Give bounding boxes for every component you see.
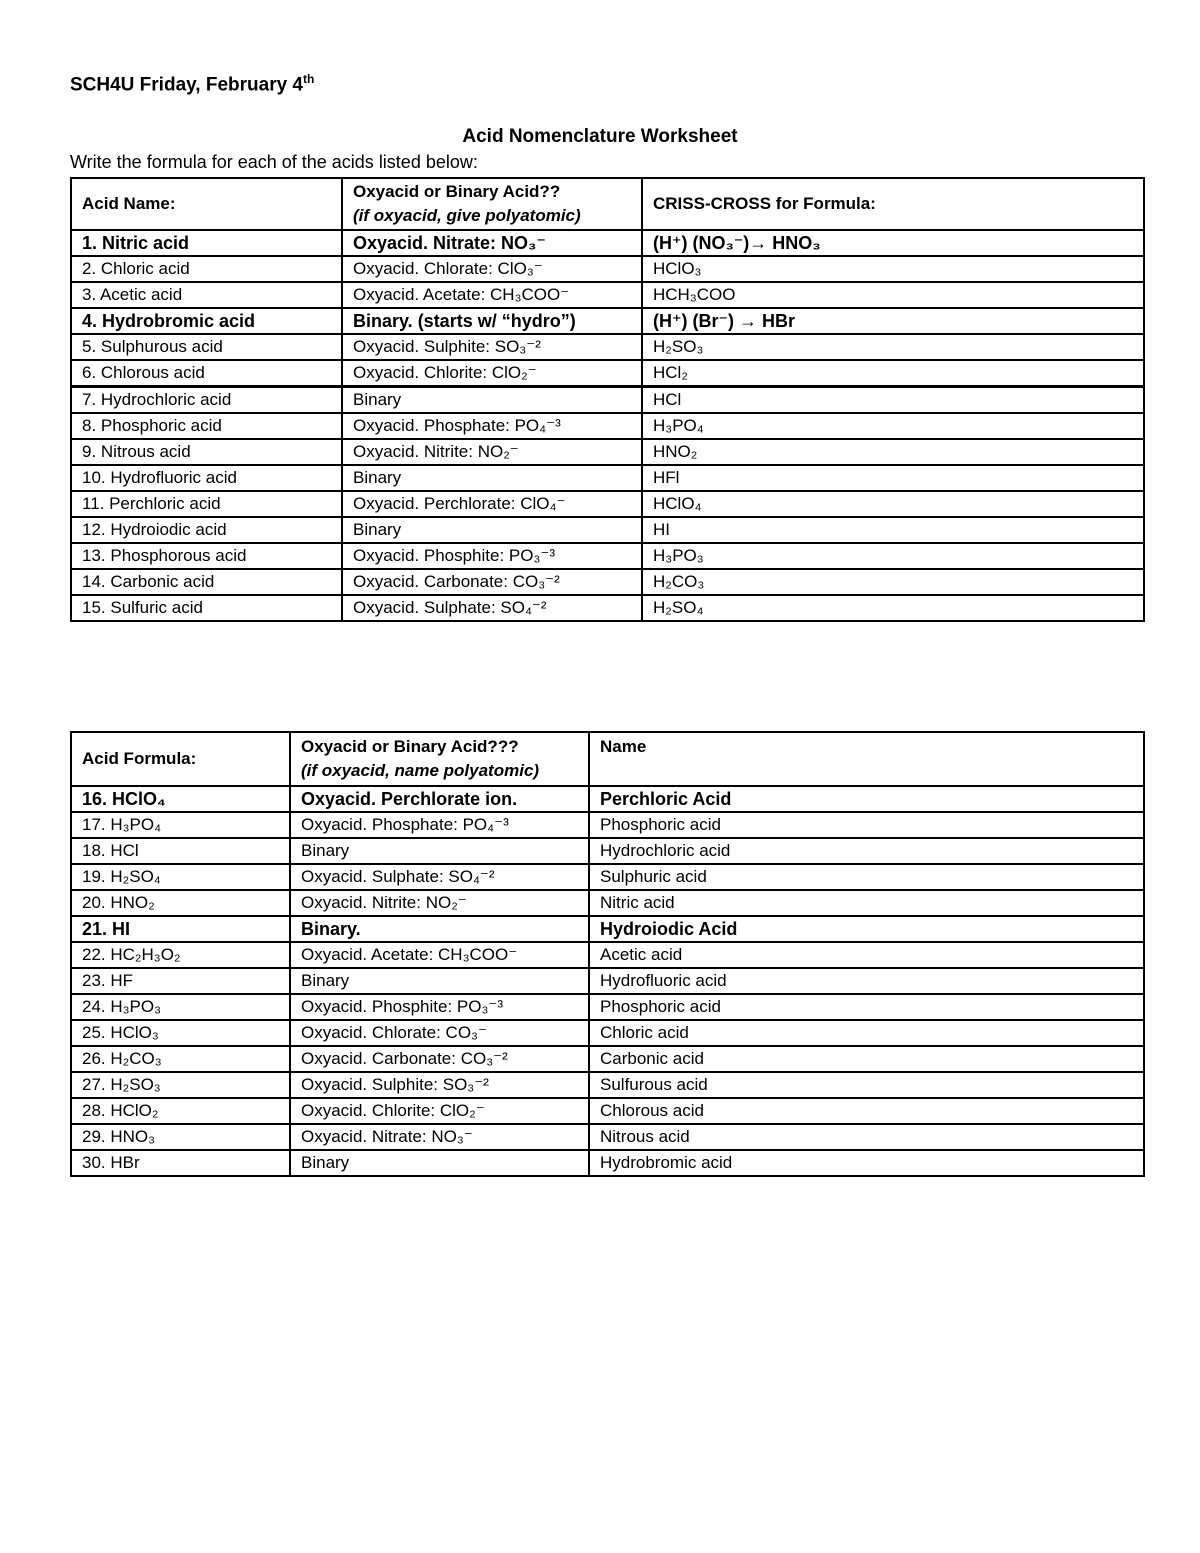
cell-type: Oxyacid. Chlorate: CO₃⁻ [290, 1020, 589, 1046]
cell-type: Oxyacid. Sulphate: SO₄⁻² [290, 864, 589, 890]
table2-header-type [290, 732, 589, 786]
table2-header-type-label: Oxyacid or Binary Acid??? [301, 737, 519, 756]
cell-formula: 24. H₃PO₃ [71, 994, 290, 1020]
cell-formula: HI [642, 517, 1144, 543]
cell-type: Binary [290, 1150, 589, 1176]
cell-type: Oxyacid. Phosphate: PO₄⁻³ [342, 413, 642, 439]
cell-name: 3. Acetic acid [71, 282, 342, 308]
cell-name: Chlorous acid [589, 1098, 1144, 1124]
table-row [71, 308, 1144, 334]
cell-type: Binary [290, 968, 589, 994]
table-row [71, 1072, 1144, 1098]
cell-name: 1. Nitric acid [71, 230, 342, 256]
cell-name: Chloric acid [589, 1020, 1144, 1046]
table-row [71, 439, 1144, 465]
table-row [71, 230, 1144, 256]
cell-type: Binary [342, 517, 642, 543]
cell-type: Oxyacid. Sulphate: SO₄⁻² [342, 595, 642, 621]
cell-type: Oxyacid. Perchlorate: ClO₄⁻ [342, 491, 642, 517]
cell-formula: 19. H₂SO₄ [71, 864, 290, 890]
cell-name: 8. Phosphoric acid [71, 413, 342, 439]
cell-type: Binary [342, 465, 642, 491]
cell-name: Sulfurous acid [589, 1072, 1144, 1098]
cell-name: 9. Nitrous acid [71, 439, 342, 465]
cell-type: Oxyacid. Acetate: CH₃COO⁻ [342, 282, 642, 308]
cell-formula: HNO₂ [642, 439, 1144, 465]
cell-formula: HFl [642, 465, 1144, 491]
cell-type: Oxyacid. Phosphite: PO₃⁻³ [290, 994, 589, 1020]
cell-formula: 27. H₂SO₃ [71, 1072, 290, 1098]
table-row [71, 387, 1144, 414]
table-row [71, 569, 1144, 595]
table2-header-type-sub: (if oxyacid, name polyatomic) [301, 761, 540, 780]
cell-name: Carbonic acid [589, 1046, 1144, 1072]
cell-type: Oxyacid. Phosphate: PO₄⁻³ [290, 812, 589, 838]
cell-formula: H₃PO₄ [642, 413, 1144, 439]
cell-formula: 23. HF [71, 968, 290, 994]
cell-type: Binary [290, 838, 589, 864]
table-row [71, 465, 1144, 491]
table2-header-formula: Acid Formula: [71, 732, 290, 786]
cell-formula: 22. HC₂H₃O₂ [71, 942, 290, 968]
table-row [71, 595, 1144, 621]
cell-formula: 29. HNO₃ [71, 1124, 290, 1150]
cell-type: Binary. (starts w/ “hydro”) [342, 308, 642, 334]
table-row [71, 812, 1144, 838]
cell-name: Nitrous acid [589, 1124, 1144, 1150]
cell-name: 2. Chloric acid [71, 256, 342, 282]
cell-type: Oxyacid. Nitrite: NO₂⁻ [290, 890, 589, 916]
cell-formula: 21. HI [71, 916, 290, 942]
table1-header-type [342, 178, 642, 230]
acid-name-to-formula-table [70, 177, 1145, 622]
cell-formula: 28. HClO₂ [71, 1098, 290, 1124]
cell-formula: (H⁺) (NO₃⁻)→ HNO₃ [642, 230, 1144, 256]
cell-name: Nitric acid [589, 890, 1144, 916]
cell-formula: 30. HBr [71, 1150, 290, 1176]
cell-type: Oxyacid. Nitrate: NO₃⁻ [290, 1124, 589, 1150]
cell-type: Oxyacid. Chlorate: ClO₃⁻ [342, 256, 642, 282]
cell-name: Hydrochloric acid [589, 838, 1144, 864]
table-row [71, 838, 1144, 864]
cell-type: Oxyacid. Carbonate: CO₃⁻² [290, 1046, 589, 1072]
course-date-text: SCH4U Friday, February 4 [70, 74, 304, 96]
cell-formula: HCl [642, 387, 1144, 414]
cell-type: Oxyacid. Perchlorate ion. [290, 786, 589, 812]
cell-formula: HCl₂ [642, 360, 1144, 387]
cell-type: Oxyacid. Carbonate: CO₃⁻² [342, 569, 642, 595]
table-row [71, 1124, 1144, 1150]
cell-formula: (H⁺) (Br⁻) → HBr [642, 308, 1144, 334]
cell-name: Phosphoric acid [589, 994, 1144, 1020]
cell-formula: 17. H₃PO₄ [71, 812, 290, 838]
cell-type: Oxyacid. Acetate: CH₃COO⁻ [290, 942, 589, 968]
table1-header-formula: CRISS-CROSS for Formula: [642, 178, 1144, 230]
cell-name: 7. Hydrochloric acid [71, 387, 342, 414]
table-row [71, 282, 1144, 308]
table-row [71, 1098, 1144, 1124]
cell-name: Hydrofluoric acid [589, 968, 1144, 994]
cell-name: Hydroiodic Acid [589, 916, 1144, 942]
ordinal-suffix: th [303, 72, 315, 86]
table-row [71, 256, 1144, 282]
acid-formula-to-name-table [70, 731, 1145, 1177]
table-row [71, 491, 1144, 517]
cell-formula: H₂SO₄ [642, 595, 1144, 621]
cell-name: 5. Sulphurous acid [71, 334, 342, 360]
cell-type: Binary [342, 387, 642, 414]
cell-name: 12. Hydroiodic acid [71, 517, 342, 543]
table-row [71, 1020, 1144, 1046]
table2-header-row [71, 732, 1144, 786]
cell-name: 15. Sulfuric acid [71, 595, 342, 621]
cell-formula: 25. HClO₃ [71, 1020, 290, 1046]
cell-name: 11. Perchloric acid [71, 491, 342, 517]
table-row [71, 517, 1144, 543]
cell-name: 4. Hydrobromic acid [71, 308, 342, 334]
table-row [71, 968, 1144, 994]
cell-name: 10. Hydrofluoric acid [71, 465, 342, 491]
cell-name: Sulphuric acid [589, 864, 1144, 890]
table1-header-type-sub: (if oxyacid, give polyatomic) [353, 206, 581, 225]
table1-header-row [71, 178, 1144, 230]
cell-formula: H₂SO₃ [642, 334, 1144, 360]
cell-formula: H₃PO₃ [642, 543, 1144, 569]
cell-name: 6. Chlorous acid [71, 360, 342, 387]
cell-formula: 18. HCl [71, 838, 290, 864]
cell-formula: H₂CO₃ [642, 569, 1144, 595]
table-row [71, 864, 1144, 890]
table2-header-name: Name [589, 732, 1144, 786]
cell-name: Acetic acid [589, 942, 1144, 968]
table-row [71, 360, 1144, 387]
cell-formula: 20. HNO₂ [71, 890, 290, 916]
worksheet-instructions: Write the formula for each of the acids listed below: [70, 152, 478, 172]
cell-formula: 26. H₂CO₃ [71, 1046, 290, 1072]
cell-type: Oxyacid. Chlorite: ClO₂⁻ [342, 360, 642, 387]
table-row [71, 942, 1144, 968]
table-row [71, 890, 1144, 916]
cell-type: Oxyacid. Sulphite: SO₃⁻² [290, 1072, 589, 1098]
cell-name: 14. Carbonic acid [71, 569, 342, 595]
table-row [71, 1150, 1144, 1176]
cell-name: Hydrobromic acid [589, 1150, 1144, 1176]
cell-name: Perchloric Acid [589, 786, 1144, 812]
worksheet-title: Acid Nomenclature Worksheet [462, 126, 738, 147]
table-row [71, 334, 1144, 360]
table-row [71, 916, 1144, 942]
cell-type: Oxyacid. Chlorite: ClO₂⁻ [290, 1098, 589, 1124]
cell-type: Binary. [290, 916, 589, 942]
cell-formula: HClO₄ [642, 491, 1144, 517]
table1-header-type-label: Oxyacid or Binary Acid?? [353, 182, 561, 201]
table-row [71, 1046, 1144, 1072]
table-row [71, 994, 1144, 1020]
cell-formula: HCH₃COO [642, 282, 1144, 308]
cell-type: Oxyacid. Nitrite: NO₂⁻ [342, 439, 642, 465]
cell-name: 13. Phosphorous acid [71, 543, 342, 569]
table-row [71, 543, 1144, 569]
table-row [71, 413, 1144, 439]
cell-formula: 16. HClO₄ [71, 786, 290, 812]
cell-type: Oxyacid. Phosphite: PO₃⁻³ [342, 543, 642, 569]
course-date-header [70, 72, 314, 96]
table-row [71, 786, 1144, 812]
cell-type: Oxyacid. Nitrate: NO₃⁻ [342, 230, 642, 256]
cell-type: Oxyacid. Sulphite: SO₃⁻² [342, 334, 642, 360]
cell-formula: HClO₃ [642, 256, 1144, 282]
table1-header-name: Acid Name: [71, 178, 342, 230]
cell-name: Phosphoric acid [589, 812, 1144, 838]
